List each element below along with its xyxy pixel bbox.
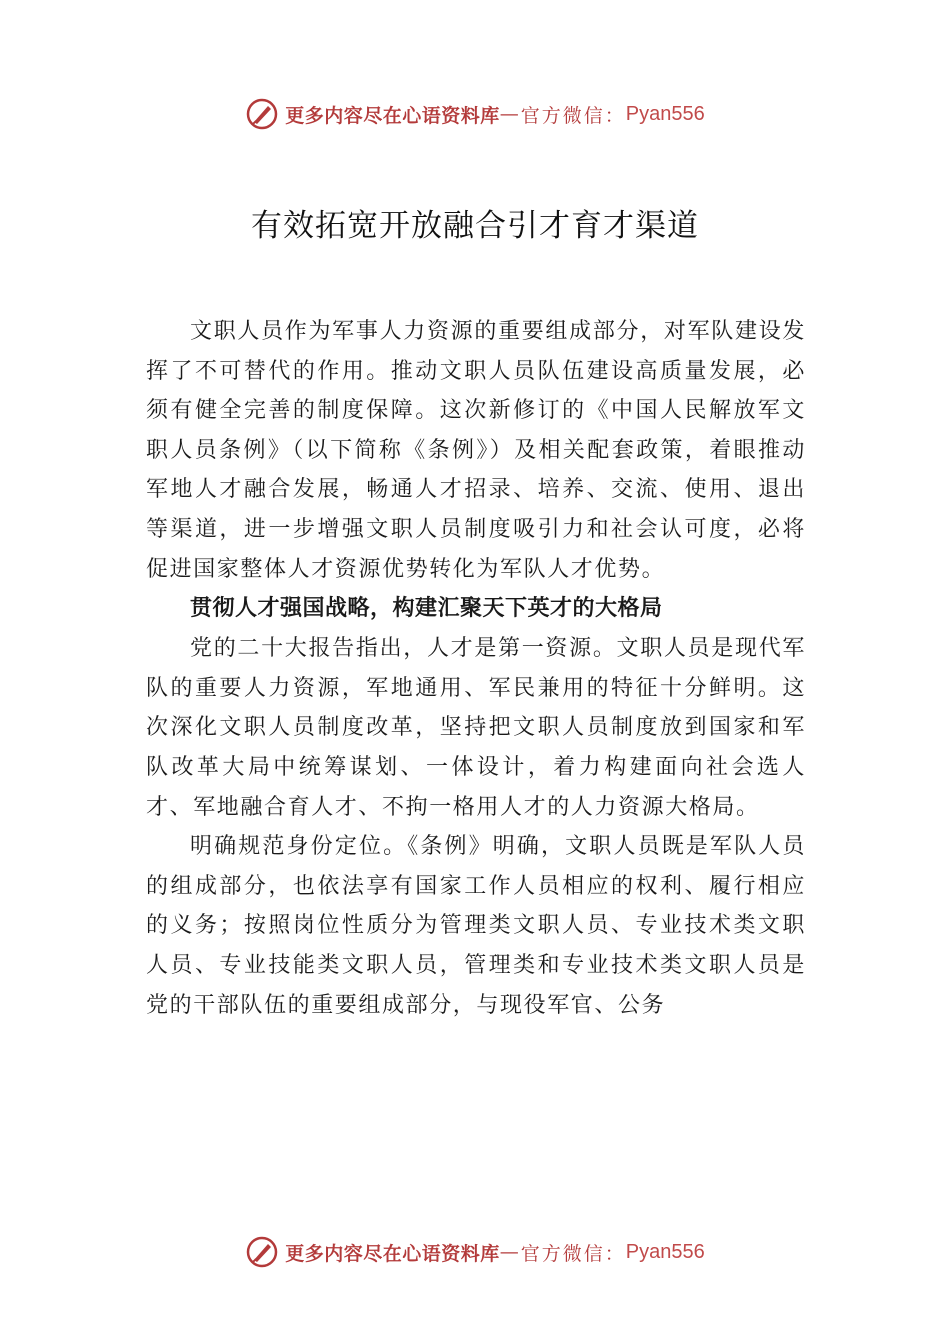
banner-wechat-id: Pyan556 bbox=[625, 1240, 705, 1263]
paragraph-intro: 文职人员作为军事人力资源的重要组成部分，对军队建设发挥了不可替代的作用。推动文职人员队伍建设高质量发展，必须有健全完善的制度保障。这次新修订的《中国人民解放军文职人员条例》（以下简称《条例》）及相关配套政策，着眼推动军地人才融合发展，畅通人才招录、培养、交流、使用、退出等渠道，进一步增强文职人员制度吸引力和社会认可度，必将促进国家整体人才资源优势转化为军队人才优势。 bbox=[146, 319, 806, 582]
banner-wechat-label: 官方微信： bbox=[520, 104, 626, 127]
banner-wechat-label: 官方微信： bbox=[520, 1242, 626, 1265]
quill-logo-icon bbox=[245, 1235, 279, 1269]
banner-separator: — bbox=[499, 1241, 521, 1263]
document-body bbox=[146, 312, 806, 1025]
section-heading: 贯彻人才强国战略，构建汇聚天下英才的大格局 bbox=[190, 596, 663, 622]
banner-separator: — bbox=[499, 103, 521, 125]
paragraph-2: 党的二十大报告指出，人才是第一资源。文职人员是现代军队的重要人力资源，军地通用、军民兼用的特征十分鲜明。这次深化文职人员制度改革，坚持把文职人员制度放到国家和军队改革大局中统筹谋划、一体设计，着力构建面向社会选人才、军地融合育人才、不拘一格用人才的人力资源大格局。 bbox=[146, 636, 806, 820]
banner-wechat-id: Pyan556 bbox=[625, 102, 705, 125]
document-title: 有效拓宽开放融合引才育才渠道 bbox=[251, 208, 699, 244]
banner-text: 更多内容尽在心语资料库 bbox=[285, 1242, 500, 1265]
banner-text: 更多内容尽在心语资料库 bbox=[285, 104, 500, 127]
quill-logo-icon bbox=[245, 97, 279, 131]
header-watermark-banner bbox=[0, 94, 950, 134]
footer-watermark-banner bbox=[0, 1232, 950, 1272]
paragraph-3: 明确规范身份定位。《条例》明确，文职人员既是军队人员的组成部分，也依法享有国家工作人员相应的权利、履行相应的义务；按照岗位性质分为管理类文职人员、专业技术类文职人员、专业技能类文职人员，管理类和专业技术类文职人员是党的干部队伍的重要组成部分，与现役军官、公务 bbox=[146, 834, 806, 1018]
